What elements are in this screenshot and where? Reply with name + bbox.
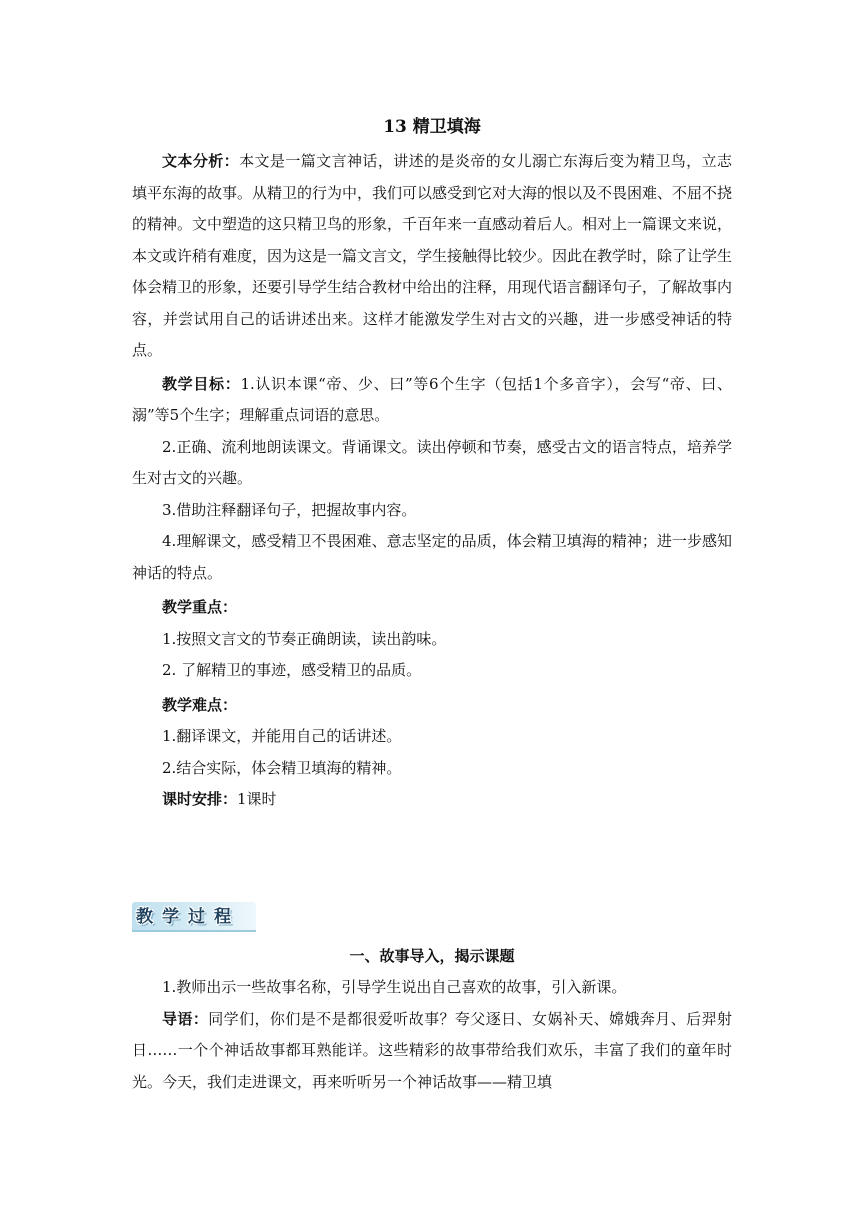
intro-label: 导语：	[162, 1009, 209, 1028]
teaching-goal-1-text: 1.认识本课“帝、少、曰”等6个生字（包括1个多音字），会写“帝、曰、溺”等5个生字；理解重点词语的意思。	[132, 374, 732, 424]
difficulties-heading	[132, 690, 732, 722]
text-analysis-label: 文本分析：	[162, 152, 240, 170]
schedule-label: 课时安排：	[162, 790, 238, 808]
teaching-goal-4: 4.理解课文，感受精卫不畏困难、意志坚定的品质，体会精卫填海的精神；进一步感知神话的特点。	[132, 532, 732, 582]
key-points-heading	[132, 592, 732, 624]
intro-text: 同学们，你们是不是都很爱听故事？夸父逐日、女娲补天、嫦娥奔月、后羿射日……一个个神话故事都耳熟能详。这些精彩的故事带给我们欢乐，丰富了我们的童年时光。今天，我们走进课文，再来听听另一个神话故事——精卫填	[132, 1009, 732, 1091]
text-analysis-body: 本文是一篇文言神话，讲述的是炎帝的女儿溺亡东海后变为精卫鸟，立志填平东海的故事。从精卫的行为中，我们可以感受到它对大海的恨以及不畏困难、不屈不挠的精神。文中塑造的这只精卫鸟的形象，千百年来一直感动着后人。相对上一篇课文来说，本文或许稍有难度，因为这是一篇文言文，学生接触得比较少。因此在教学时，除了让学生体会精卫的形象，还要引导学生结合教材中给出的注释，用现代语言翻译句子，了解故事内容，并尝试用自己的话讲述出来。这样才能激发学生对古文的兴趣，进一步感受神话的特点。	[132, 152, 733, 359]
key-point-1: 1.按照文言文的节奏正确朗读，读出韵味。	[162, 629, 447, 648]
section-one-heading: 一、故事导入，揭示课题	[349, 947, 515, 965]
section-one-step-1: 1.教师出示一些故事名称，引导学生说出自己喜欢的故事，引入新课。	[162, 978, 627, 996]
text-analysis-paragraph	[132, 146, 732, 367]
lesson-plan-page	[132, 112, 732, 816]
teaching-goals-label: 教学目标：	[162, 374, 241, 393]
teaching-goal-3: 3.借助注释翻译句子，把握故事内容。	[162, 500, 417, 519]
difficulty-1: 1.翻译课文，并能用自己的话讲述。	[162, 727, 402, 745]
lesson-title: 13 精卫填海	[383, 117, 481, 137]
section-one-intro	[132, 1004, 732, 1099]
difficulty-2: 2.结合实际，体会精卫填海的精神。	[162, 758, 402, 777]
key-points-label: 教学重点：	[162, 598, 238, 616]
banner-text: 教学过程	[136, 907, 240, 927]
difficulties-label: 教学难点：	[162, 695, 238, 714]
teaching-goal-1	[132, 369, 732, 432]
section-one	[132, 942, 732, 1098]
key-point-2: 2. 了解精卫的事迹，感受精卫的品质。	[162, 661, 422, 679]
schedule-line	[132, 784, 732, 816]
schedule-value: 1课时	[237, 790, 277, 808]
teaching-process-banner	[132, 902, 256, 932]
teaching-goal-2: 2.正确、流利地朗读课文。背诵课文。读出停顿和节奏，感受古文的语言特点，培养学生对古文的兴趣。	[132, 437, 732, 487]
